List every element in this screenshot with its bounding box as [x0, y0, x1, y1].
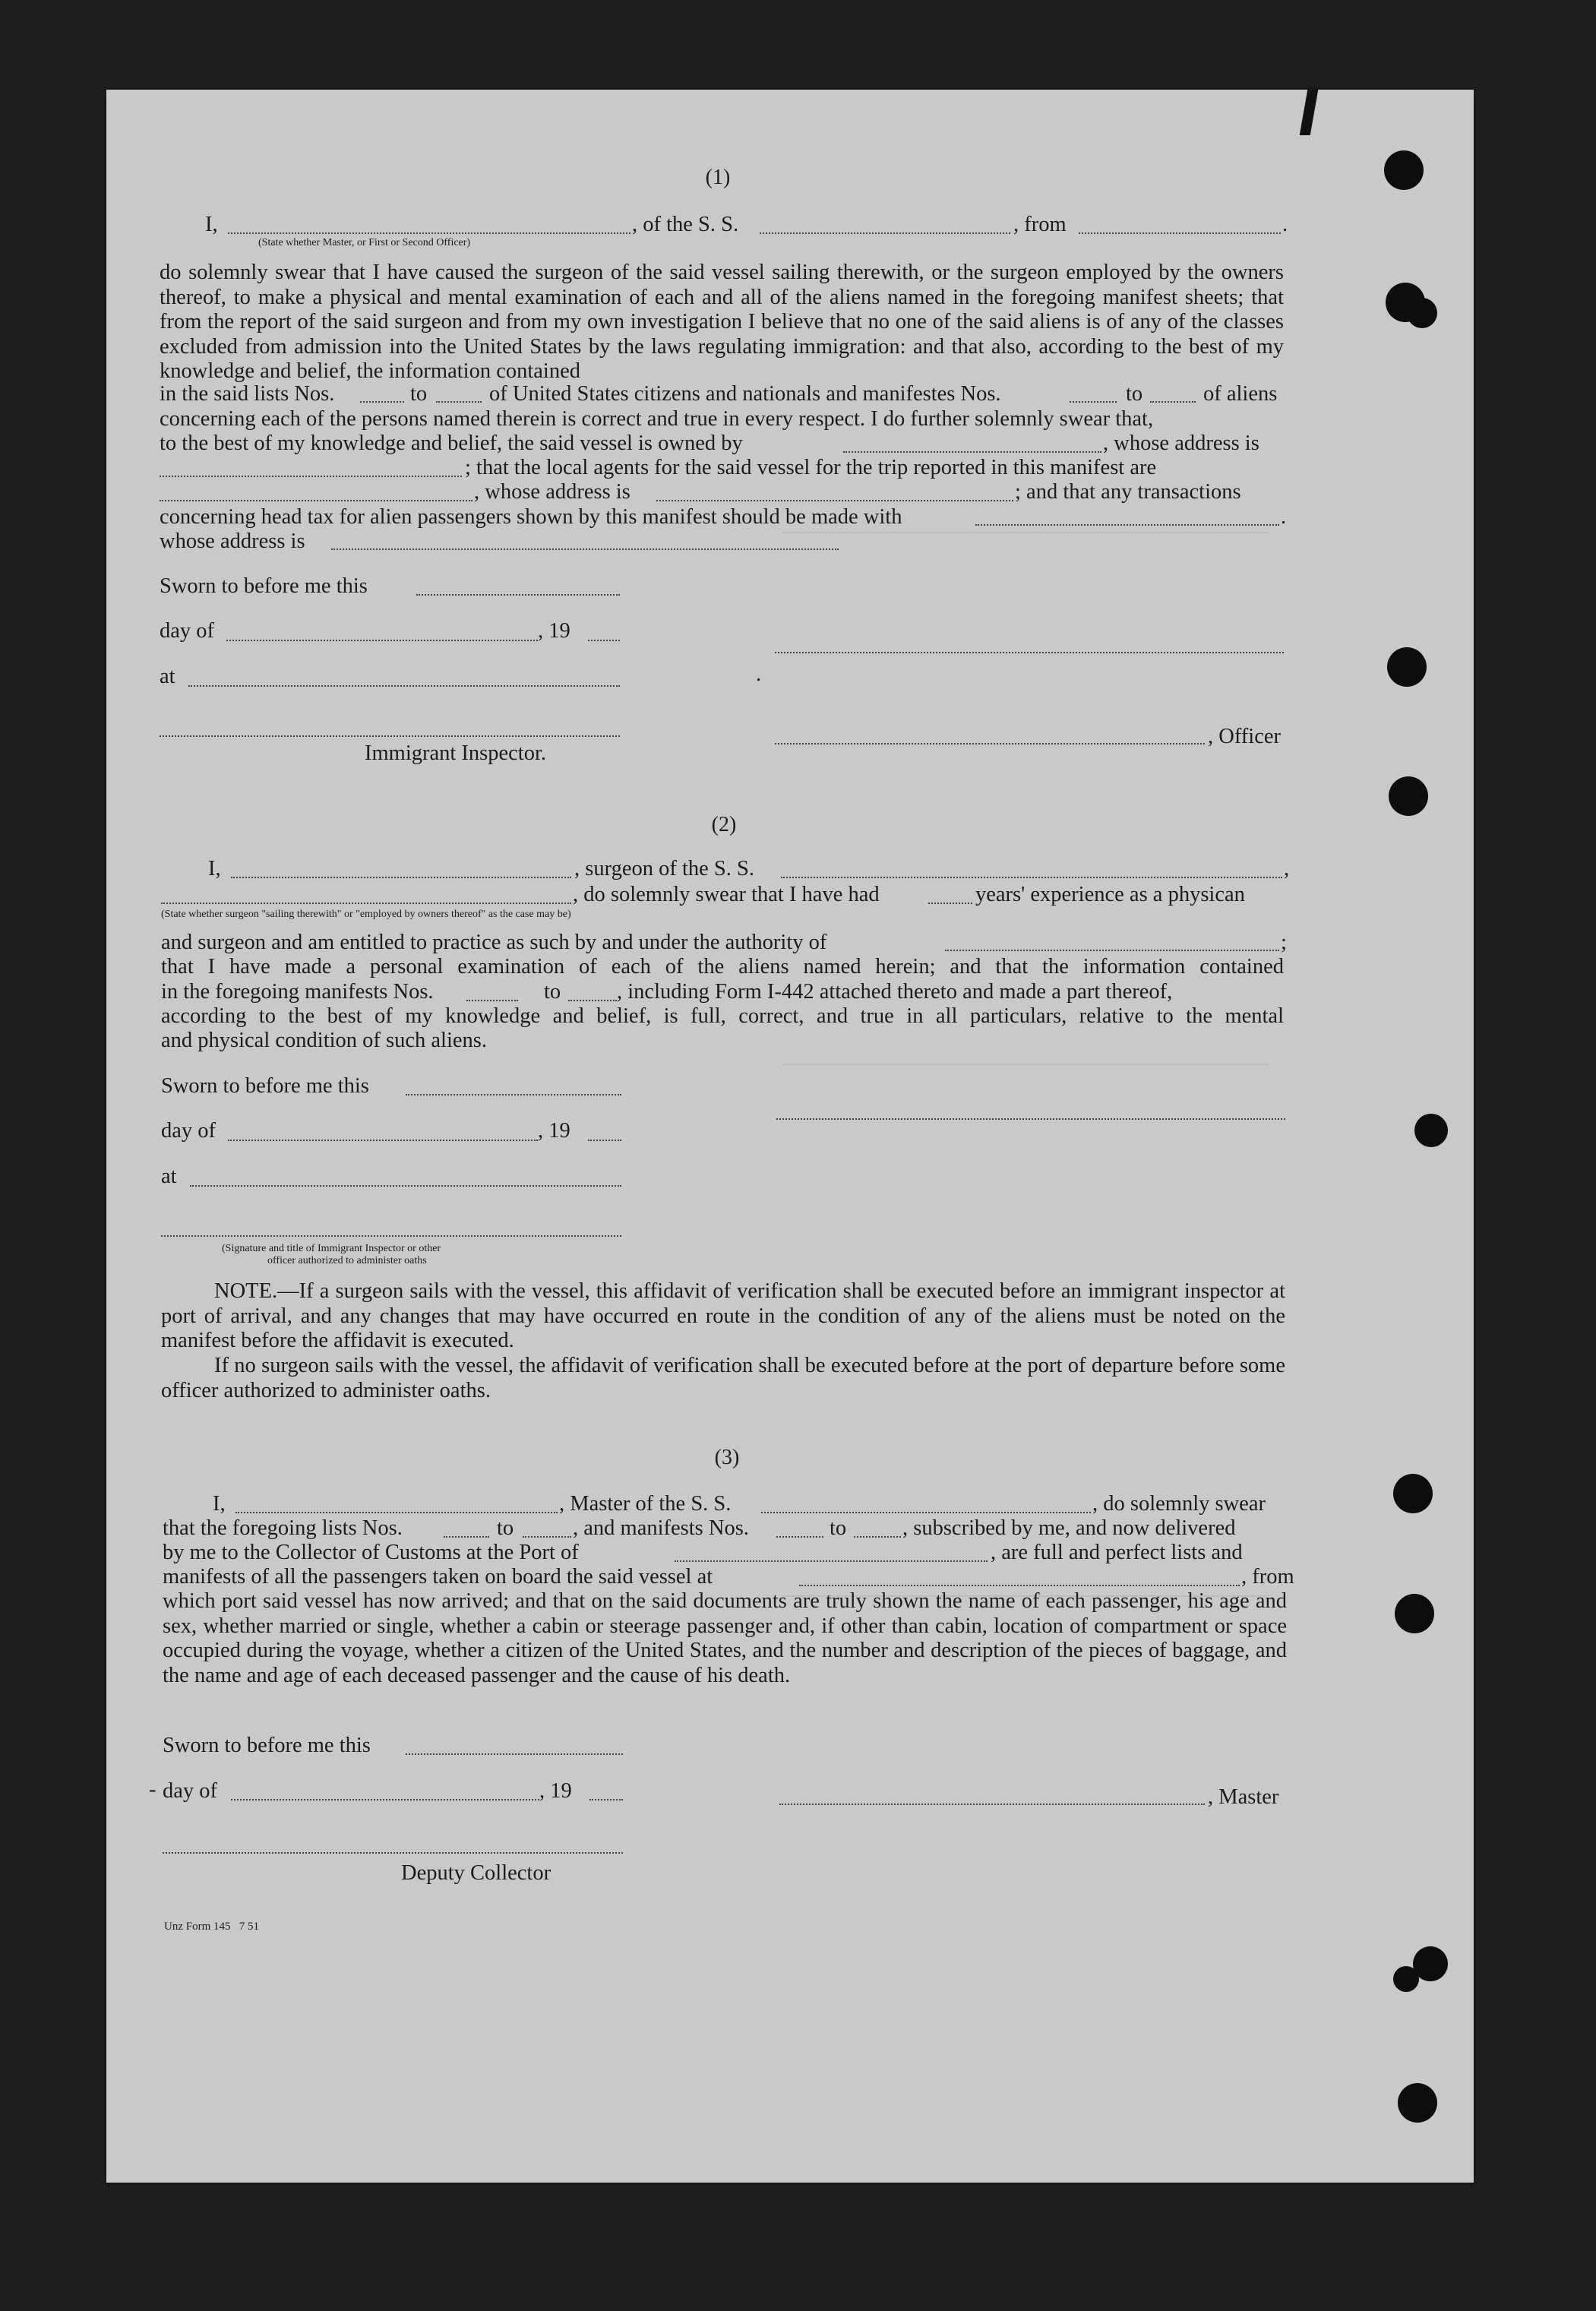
label-perfect-lists: , are full and perfect lists and	[991, 1541, 1243, 1564]
label-immigrant-inspector: Immigrant Inspector.	[365, 741, 547, 765]
punch-hole	[1407, 298, 1437, 328]
label-day-of: day of	[163, 1779, 218, 1803]
label-master: , Master	[1208, 1785, 1279, 1809]
label-subscribed: , subscribed by me, and now delivered	[902, 1516, 1236, 1540]
label-whose-address: , whose address is	[1103, 432, 1259, 455]
month-field[interactable]	[228, 1140, 538, 1141]
bleed-through-line	[782, 1064, 1269, 1065]
label-lists-nos: that the foregoing lists Nos.	[163, 1516, 403, 1540]
label-officer: , Officer	[1208, 725, 1282, 748]
vessel-name-field[interactable]	[760, 232, 1010, 234]
vessel-name-field[interactable]	[761, 1512, 1091, 1513]
agents-address-field[interactable]	[656, 500, 1013, 501]
physical-line: and physical condition of such aliens.	[161, 1029, 487, 1052]
label-sworn: Sworn to before me this	[160, 574, 368, 598]
officer-title-field[interactable]	[775, 743, 1205, 745]
section-number: (1)	[705, 166, 731, 189]
lists-to-field[interactable]	[436, 401, 482, 403]
label-day-of: day of	[161, 1119, 216, 1143]
semicolon: ;	[1281, 931, 1287, 954]
concerning-line: concerning each of the persons named therein is correct and true in every respect. I do further solemnly swear that,	[160, 407, 1154, 431]
manifests-to-field[interactable]	[568, 1000, 617, 1001]
label-form-i442: , including Form I-442 attached thereto and made a part thereof,	[617, 980, 1173, 1004]
label-citizens-manifests: of United States citizens and nationals and manifestes Nos.	[489, 382, 1001, 406]
label-owned-by: to the best of my knowledge and belief, the said vessel is owned by	[160, 432, 743, 455]
port-field[interactable]	[675, 1560, 988, 1562]
lists-from-field[interactable]	[444, 1536, 489, 1538]
manifests-from-field[interactable]	[1070, 401, 1117, 403]
inspector-signature-field[interactable]	[160, 735, 620, 737]
label-lists-nos: in the said lists Nos.	[160, 382, 335, 406]
surgeon-name-field[interactable]	[231, 877, 571, 878]
label-taken-on-board: manifests of all the passengers taken on board the said vessel at	[163, 1565, 713, 1589]
stray-dash: -	[149, 1778, 156, 1801]
manifests-from-field[interactable]	[466, 1000, 518, 1001]
label-years-physician: years' experience as a physican	[975, 883, 1245, 906]
sworn-day-field[interactable]	[406, 1094, 621, 1095]
label-19: , 19	[538, 619, 570, 643]
manifests-to-field[interactable]	[1150, 401, 1196, 403]
label-of-ss: , of the S. S.	[632, 213, 739, 236]
period: .	[1282, 213, 1288, 236]
label-19: , 19	[538, 1119, 570, 1143]
oath-paragraph: do solemnly swear that I have caused the surgeon of the said vessel sailing therewith, or the surgeon employed by the owners thereof, to make a physical and mental examination of each and all of the aliens named in the foregoing manifest sheets; that from the report of the said surgeon and from my own investigation I believe that no one of the said aliens is of any of the classes excluded from admission into the United States by the laws regulating immigration: and that also, according to the best of my knowledge and belief, the information contained	[160, 261, 1284, 383]
surgeon-status-field[interactable]	[161, 903, 571, 904]
form-number: Unz Form 145 7 51	[164, 1921, 259, 1933]
lists-from-field[interactable]	[360, 401, 404, 403]
owner-address-field[interactable]	[160, 476, 462, 477]
label-i: I,	[205, 213, 218, 236]
label-to: to	[410, 382, 428, 406]
field-note: (State whether surgeon "sailing therewith" or "employed by owners thereof" as the case may be)	[161, 909, 571, 920]
officer-signature-field[interactable]	[775, 652, 1284, 653]
agents-line: ; that the local agents for the said vessel for the trip reported in this manifest are	[465, 456, 1157, 479]
lists-to-field[interactable]	[523, 1536, 571, 1538]
place-field[interactable]	[190, 1185, 621, 1187]
sworn-day-field[interactable]	[416, 594, 620, 596]
label-at: at	[161, 1165, 177, 1188]
officer-name-field[interactable]	[228, 232, 630, 234]
period: .	[1281, 505, 1287, 529]
punch-hole	[1398, 2083, 1437, 2123]
according-line: according to the best of my knowledge and belief, is full, correct, and true in all particulars, relative to the mental	[161, 1004, 1284, 1028]
year-field[interactable]	[589, 1799, 623, 1800]
label-i: I,	[213, 1492, 226, 1516]
authority-field[interactable]	[945, 950, 1279, 951]
label-collector: by me to the Collector of Customs at the Port of	[163, 1541, 579, 1564]
label-authority: and surgeon and am entitled to practice as such by and under the authority of	[161, 931, 827, 954]
vessel-name-field[interactable]	[781, 877, 1282, 878]
label-manifests-nos: , and manifests Nos.	[573, 1516, 749, 1540]
label-whose-address: whose address is	[160, 530, 305, 553]
label-day-of: day of	[160, 619, 215, 643]
note-paragraph: If no surgeon sails with the vessel, the affidavit of verification shall be executed before at the port of departure before some officer authorized to administer oaths.	[161, 1354, 1285, 1402]
label-sworn: Sworn to before me this	[161, 1074, 369, 1098]
label-whose-address: , whose address is	[474, 480, 630, 504]
label-to: to	[544, 980, 561, 1004]
agents-field[interactable]	[160, 500, 472, 501]
punch-hole	[1389, 776, 1428, 816]
punch-hole	[1387, 647, 1427, 687]
label-to: to	[830, 1516, 847, 1540]
head-tax-field[interactable]	[975, 524, 1279, 526]
inspector-signature-field[interactable]	[161, 1235, 621, 1237]
punch-hole	[1395, 1594, 1434, 1633]
label-sworn: Sworn to before me this	[163, 1734, 371, 1757]
label-master-of-ss: , Master of the S. S.	[559, 1492, 732, 1516]
years-experience-field[interactable]	[928, 903, 972, 904]
month-field[interactable]	[231, 1799, 539, 1800]
label-to: to	[497, 1516, 514, 1540]
label-to: to	[1126, 382, 1143, 406]
punch-hole	[1414, 1114, 1448, 1147]
month-field[interactable]	[226, 640, 538, 641]
stray-dot: .	[756, 662, 762, 686]
note-paragraph: NOTE.—If a surgeon sails with the vessel, this affidavit of verification shall be executed before an immigrant inspector at port of arrival, and any changes that may have occurred en route in the condition of any of the aliens must be noted on the manifest before the affidavit is executed.	[161, 1279, 1285, 1352]
field-note: (State whether Master, or First or Second Officer)	[258, 237, 471, 248]
label-swear-years: , do solemnly swear that I have had	[573, 883, 880, 906]
surgeon-signature-field[interactable]	[776, 1118, 1285, 1120]
master-signature-field[interactable]	[779, 1804, 1205, 1805]
year-field[interactable]	[588, 1140, 621, 1141]
place-field[interactable]	[188, 685, 620, 687]
from-port-field[interactable]	[1079, 232, 1281, 234]
punch-hole	[1393, 1474, 1433, 1513]
manifests-from-field[interactable]	[776, 1536, 823, 1538]
section-number: (3)	[714, 1446, 740, 1469]
master-name-field[interactable]	[235, 1512, 558, 1513]
head-tax-address-field[interactable]	[331, 549, 839, 550]
label-from: , from	[1013, 213, 1067, 236]
comma: ,	[1284, 857, 1290, 880]
section-number: (2)	[711, 813, 737, 836]
label-deputy-collector: Deputy Collector	[401, 1861, 551, 1885]
bleed-through-line	[782, 532, 1269, 533]
personal-exam-line: that I have made a personal examination of each of the aliens named herein; and that the information contained	[161, 955, 1284, 978]
label-manifests-nos: in the foregoing manifests Nos.	[161, 980, 434, 1004]
year-field[interactable]	[588, 640, 620, 641]
label-transactions: ; and that any transactions	[1015, 480, 1241, 504]
declaration-paragraph: which port said vessel has now arrived; and that on the said documents are truly shown the name of each passenger, his age and sex, whether married or single, whether a cabin or steerage passenger and, if other than cabin, location of compartment or space occupied during the voyage, whether a citizen of the United States, and the number and description of the pieces of baggage, and the name and age of each deceased passenger and the cause of his death.	[163, 1589, 1287, 1687]
label-head-tax: concerning head tax for alien passengers shown by this manifest should be made with	[160, 505, 902, 529]
signature-note: (Signature and title of Immigrant Inspector or other	[222, 1243, 441, 1254]
manifests-to-field[interactable]	[854, 1536, 901, 1538]
label-from: , from	[1241, 1565, 1294, 1589]
label-at: at	[160, 665, 175, 688]
label-surgeon-of-ss: , surgeon of the S. S.	[574, 857, 754, 880]
owner-field[interactable]	[843, 451, 1101, 453]
label-swear: , do solemnly swear	[1092, 1492, 1266, 1516]
signature-note: officer authorized to administer oaths	[267, 1255, 427, 1266]
embark-port-field[interactable]	[799, 1585, 1240, 1586]
sworn-day-field[interactable]	[406, 1753, 623, 1755]
collector-signature-field[interactable]	[163, 1852, 623, 1854]
label-19: , 19	[539, 1779, 572, 1803]
label-of-aliens: of aliens	[1203, 382, 1278, 406]
punch-hole	[1393, 1966, 1419, 1992]
punch-hole	[1384, 150, 1424, 190]
label-i: I,	[208, 857, 221, 880]
